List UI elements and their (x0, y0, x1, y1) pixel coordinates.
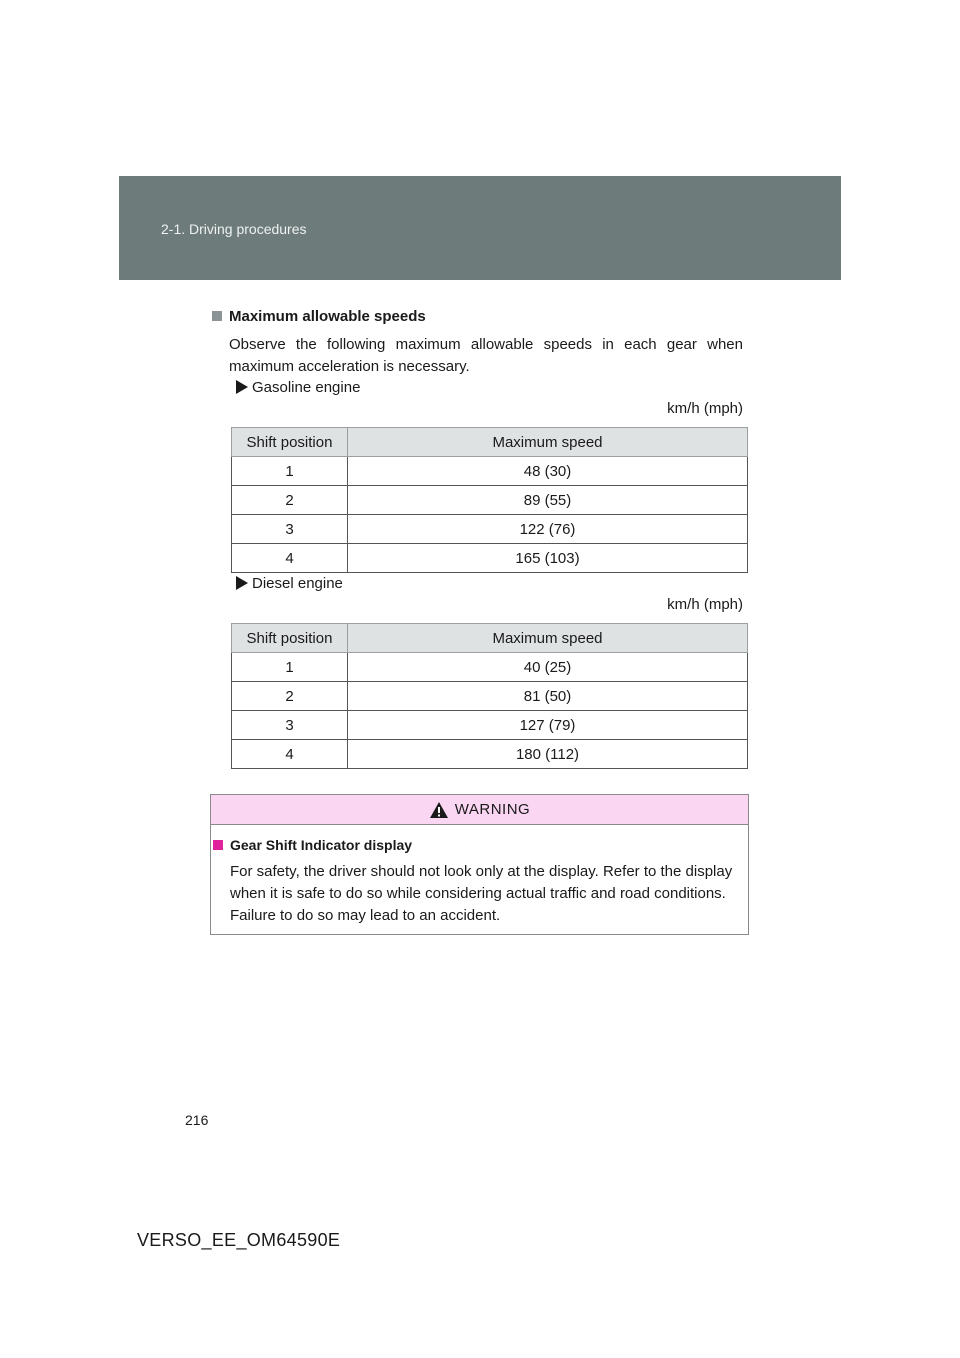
table-cell: 3 (232, 515, 348, 544)
gasoline-label (236, 379, 360, 396)
table-cell: 4 (232, 544, 348, 573)
table-cell: 1 (232, 457, 348, 486)
diesel-unit: km/h (mph) (667, 596, 743, 613)
table-cell: 165 (103) (348, 544, 748, 573)
speeds-heading-text: Maximum allowable speeds (229, 308, 426, 325)
table-cell: 81 (50) (348, 682, 748, 711)
warning-triangle-icon (429, 801, 449, 819)
warning-subheading (213, 837, 412, 853)
table-cell: 48 (30) (348, 457, 748, 486)
header-band (119, 176, 841, 280)
diesel-label-text: Diesel engine (252, 575, 343, 592)
table-row (232, 486, 748, 515)
column-header: Shift position (232, 428, 348, 457)
table-cell: 4 (232, 740, 348, 769)
table-cell: 3 (232, 711, 348, 740)
table-row (232, 682, 748, 711)
triangle-bullet-icon (236, 576, 248, 590)
table-cell: 2 (232, 682, 348, 711)
warning-text: For safety, the driver should not look only at the display. Refer to the display when it is safe to do so while considering actual traffic and road conditions. Failure to do so may lead to an accident. (230, 863, 733, 924)
column-header: Shift position (232, 624, 348, 653)
gasoline-label-text: Gasoline engine (252, 379, 361, 396)
table-header-row (232, 624, 748, 653)
triangle-bullet-icon (236, 380, 248, 394)
table-cell: 89 (55) (348, 486, 748, 515)
table-row (232, 515, 748, 544)
diesel-table (231, 623, 748, 769)
speeds-intro: Observe the following maximum allowable speeds in each gear when maximum acceleration is necessary. (229, 336, 743, 375)
warning-bar (211, 795, 748, 825)
column-header: Maximum speed (348, 428, 748, 457)
table-row (232, 653, 748, 682)
table-cell: 180 (112) (348, 740, 748, 769)
warning-box (210, 794, 749, 935)
square-bullet-icon (212, 311, 222, 321)
table-cell: 127 (79) (348, 711, 748, 740)
table-cell: 122 (76) (348, 515, 748, 544)
square-bullet-icon (213, 840, 223, 850)
table-header-row (232, 428, 748, 457)
table-cell: 40 (25) (348, 653, 748, 682)
table-cell: 2 (232, 486, 348, 515)
diesel-label (236, 575, 343, 592)
page-number: 216 (185, 1112, 209, 1128)
column-header: Maximum speed (348, 624, 748, 653)
gasoline-table (231, 427, 748, 573)
section-title: 2-1. Driving procedures (161, 221, 307, 237)
table-row (232, 457, 748, 486)
document-code: VERSO_EE_OM64590E (137, 1230, 341, 1250)
speeds-heading (212, 308, 426, 325)
warning-subheading-text: Gear Shift Indicator display (230, 837, 413, 853)
table-row (232, 740, 748, 769)
table-row (232, 544, 748, 573)
table-row (232, 711, 748, 740)
table-cell: 1 (232, 653, 348, 682)
gasoline-unit: km/h (mph) (667, 400, 743, 417)
warning-label: WARNING (454, 801, 531, 818)
